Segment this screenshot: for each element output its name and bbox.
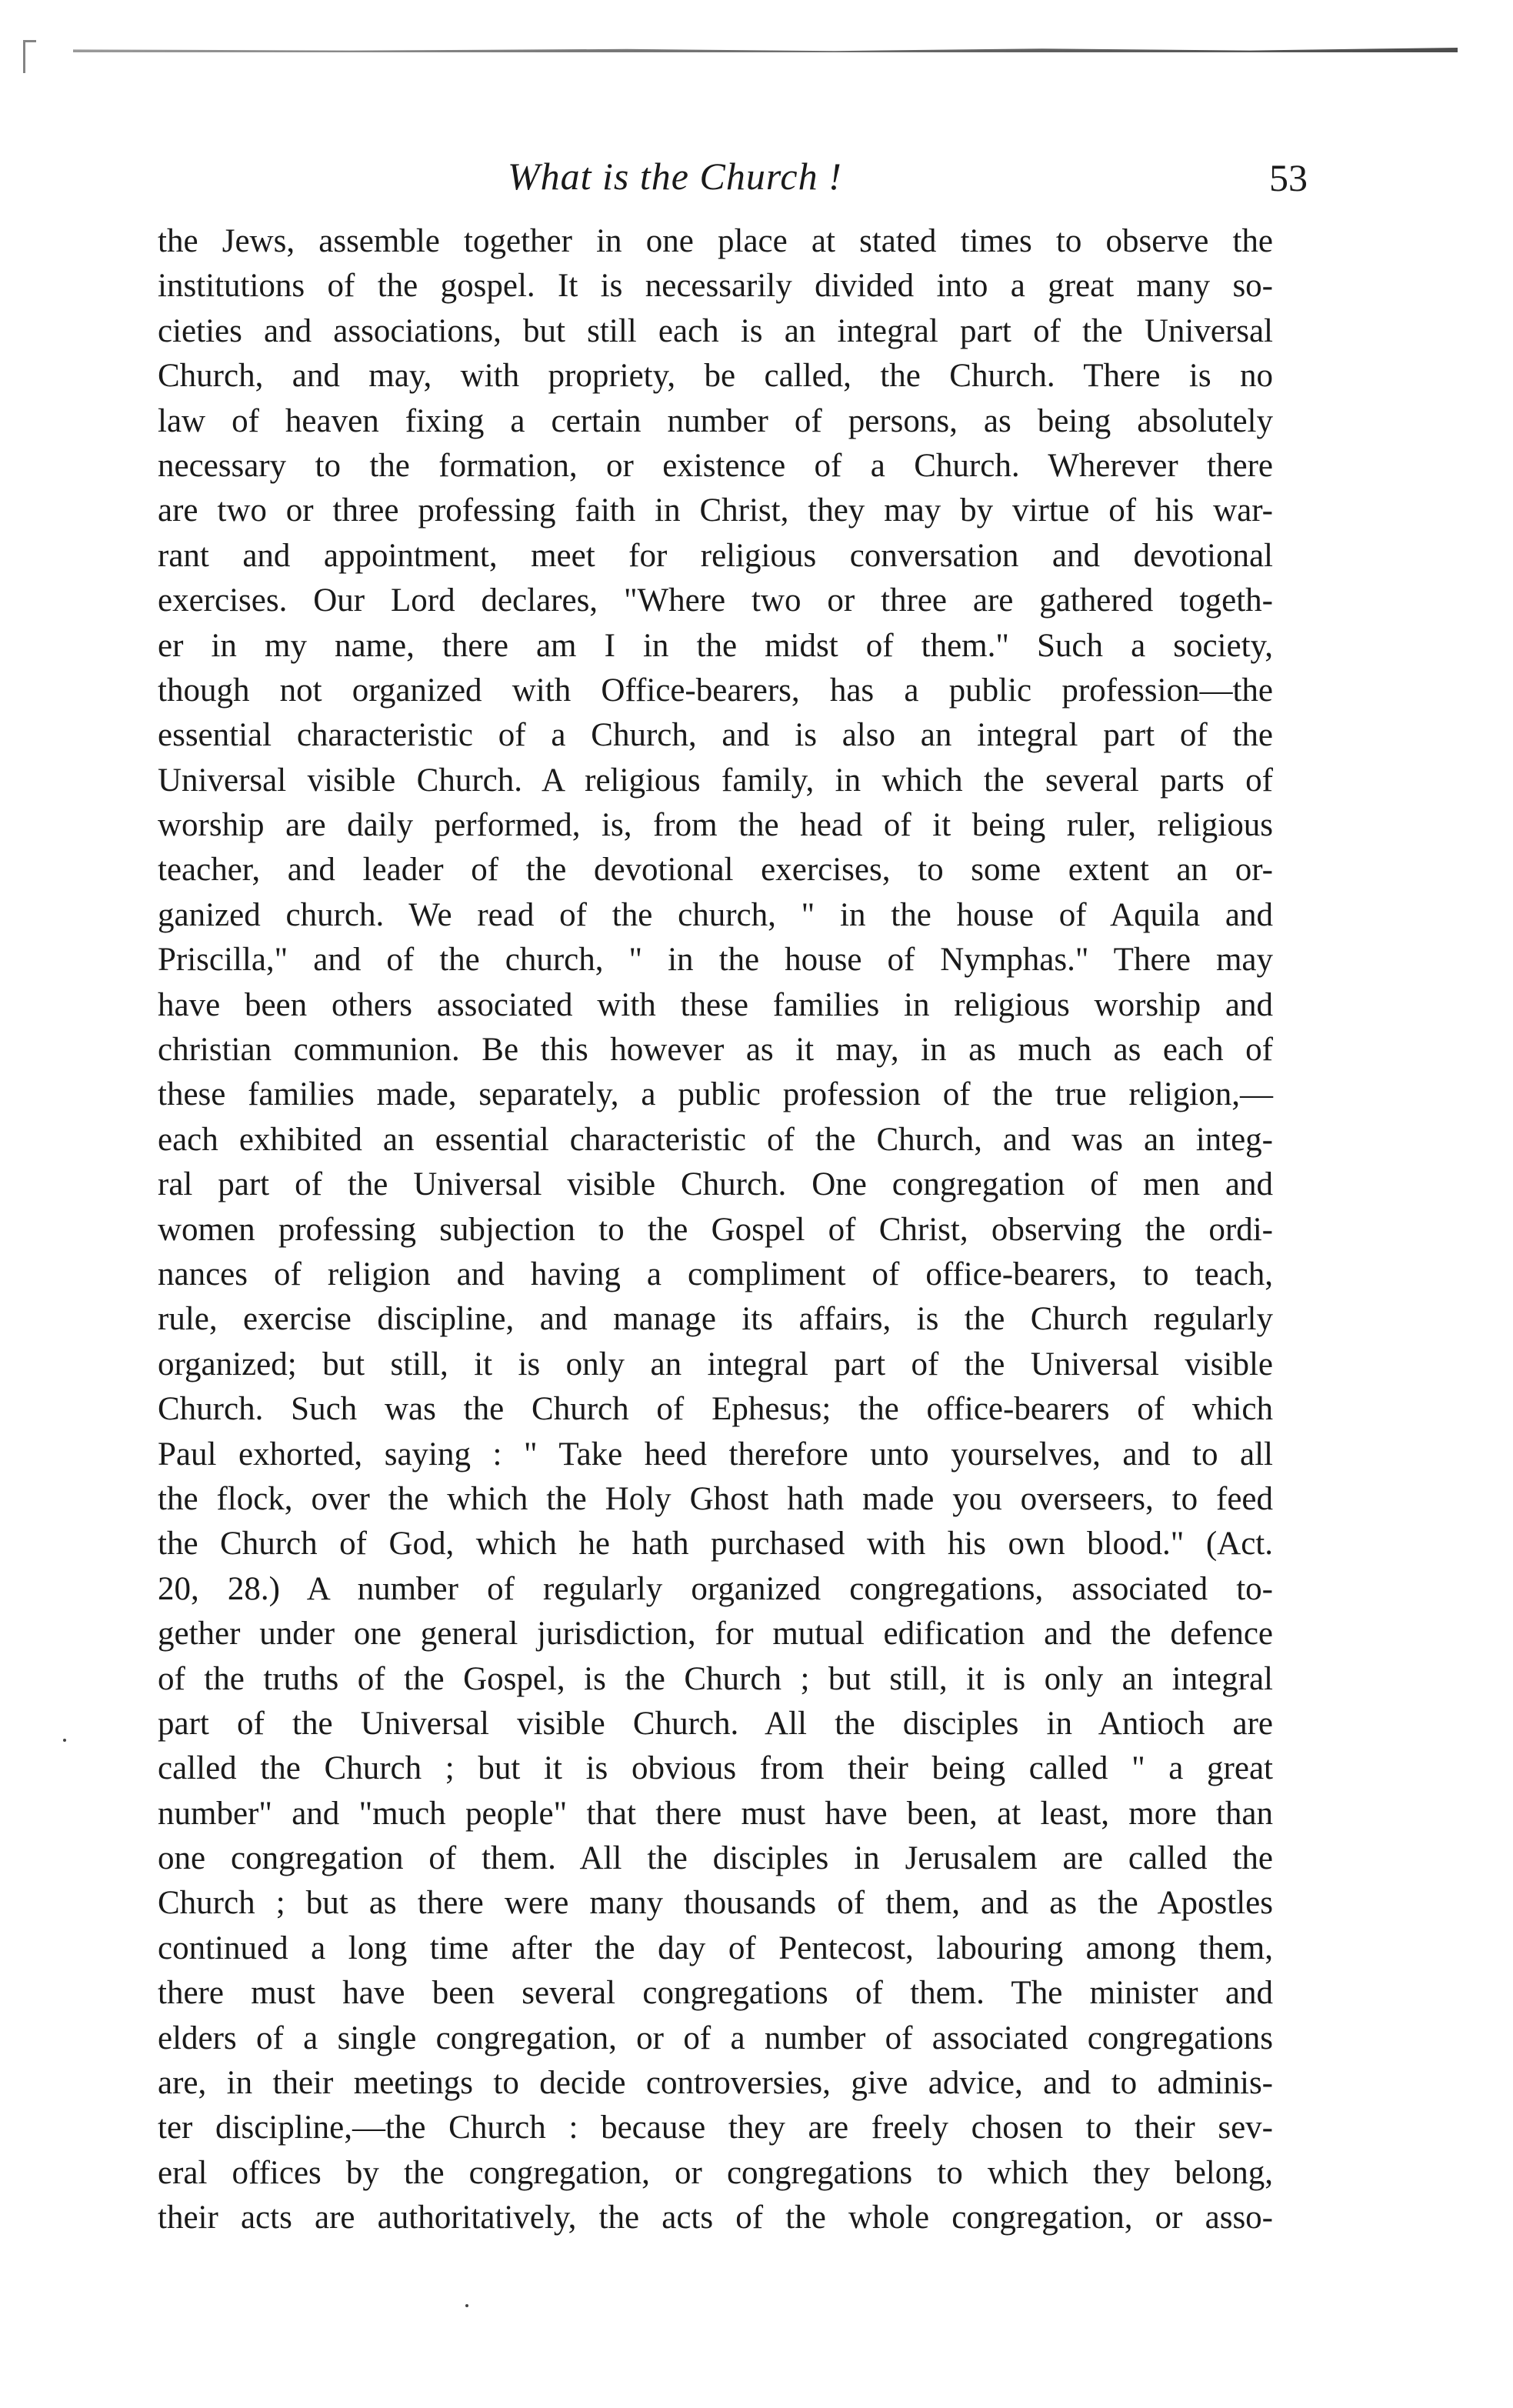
text-line: Church, and may, with propriety, be called, the Church. There is no — [158, 358, 1273, 395]
text-line: er in my name, there am I in the midst of them." Such a society, — [158, 627, 1273, 664]
text-line: the flock, over the which the Holy Ghost hath made you overseers, to feed — [158, 1480, 1273, 1517]
text-line: law of heaven fixing a certain number of persons, as being absolutely — [158, 402, 1273, 439]
text-line: their acts are authoritatively, the acts of the whole congregation, or asso- — [158, 2200, 1273, 2236]
text-line: christian communion. Be this however as it may, in as much as each of — [158, 1032, 1273, 1069]
text-line: these families made, separately, a public profession of the true religion,— — [158, 1076, 1273, 1113]
text-line: one congregation of them. All the disciples in Jerusalem are called the — [158, 1840, 1273, 1877]
text-line: Universal visible Church. A religious family, in which the several parts of — [158, 762, 1273, 799]
text-line: ral part of the Universal visible Church. One congregation of men and — [158, 1166, 1273, 1203]
text-line: ter discipline,—the Church : because they are freely chosen to their sev- — [158, 2110, 1273, 2146]
body-text — [158, 219, 1273, 2241]
text-line: number" and "much people" that there must have been, at least, more than — [158, 1795, 1273, 1832]
text-line: though not organized with Office-bearers, has a public profession—the — [158, 672, 1273, 709]
text-line: Church ; but as there were many thousands of them, and as the Apostles — [158, 1885, 1273, 1922]
text-line: continued a long time after the day of Pentecost, labouring among them, — [158, 1929, 1273, 1966]
text-line: there must have been several congregations of them. The minister and — [158, 1975, 1273, 2012]
text-line: are, in their meetings to decide controversies, give advice, and to adminis- — [158, 2065, 1273, 2102]
text-line: eral offices by the congregation, or congregations to which they belong, — [158, 2154, 1273, 2191]
scan-top-rule — [73, 48, 1458, 52]
text-line: institutions of the gospel. It is necessarily divided into a great many so- — [158, 268, 1273, 305]
scan-corner-mark — [23, 40, 36, 73]
text-line: gether under one general jurisdiction, for mutual edification and the defence — [158, 1616, 1273, 1653]
text-line: rant and appointment, meet for religious conversation and devotional — [158, 537, 1273, 574]
text-line: women professing subjection to the Gospel of Christ, observing the ordi- — [158, 1211, 1273, 1248]
running-head — [154, 154, 1308, 208]
text-line: each exhibited an essential characteristic of the Church, and was an integ- — [158, 1121, 1273, 1158]
text-line: Priscilla," and of the church, " in the house of Nymphas." There may — [158, 942, 1273, 979]
text-line: Paul exhorted, saying : " Take heed therefore unto yourselves, and to all — [158, 1436, 1273, 1472]
page-number: 53 — [1269, 156, 1308, 199]
text-line: cieties and associations, but still each is an integral part of the Universal — [158, 312, 1273, 349]
text-line: 20, 28.) A number of regularly organized congregations, associated to- — [158, 1570, 1273, 1607]
text-line: elders of a single congregation, or of a number of associated congregations — [158, 2019, 1273, 2056]
text-line: exercises. Our Lord declares, "Where two or three are gathered togeth- — [158, 582, 1273, 619]
text-line: the Church of God, which he hath purchased with his own blood." (Act. — [158, 1526, 1273, 1563]
scan-speck — [63, 1739, 66, 1742]
text-line: nances of religion and having a compliment of office-bearers, to teach, — [158, 1256, 1273, 1292]
text-line: Church. Such was the Church of Ephesus; the office-bearers of which — [158, 1391, 1273, 1428]
text-line: part of the Universal visible Church. All the disciples in Antioch are — [158, 1705, 1273, 1742]
text-line: the Jews, assemble together in one place at stated times to observe the — [158, 223, 1273, 259]
text-line: ganized church. We read of the church, " in the house of Aquila and — [158, 896, 1273, 933]
text-line: of the truths of the Gospel, is the Church ; but still, it is only an integral — [158, 1660, 1273, 1697]
text-line: organized; but still, it is only an integral part of the Universal visible — [158, 1346, 1273, 1382]
scan-speck — [465, 2304, 468, 2307]
text-line: called the Church ; but it is obvious from their being called " a great — [158, 1750, 1273, 1787]
text-line: are two or three professing faith in Christ, they may by virtue of his war- — [158, 492, 1273, 529]
text-line: teacher, and leader of the devotional exercises, to some extent an or- — [158, 852, 1273, 889]
text-line: rule, exercise discipline, and manage its affairs, is the Church regularly — [158, 1301, 1273, 1338]
running-title: What is the Church ! — [508, 155, 842, 198]
text-line: essential characteristic of a Church, and is also an integral part of the — [158, 717, 1273, 754]
text-line: necessary to the formation, or existence of a Church. Wherever there — [158, 447, 1273, 484]
text-line: have been others associated with these families in religious worship and — [158, 986, 1273, 1023]
text-line: worship are daily performed, is, from the head of it being ruler, religious — [158, 807, 1273, 844]
